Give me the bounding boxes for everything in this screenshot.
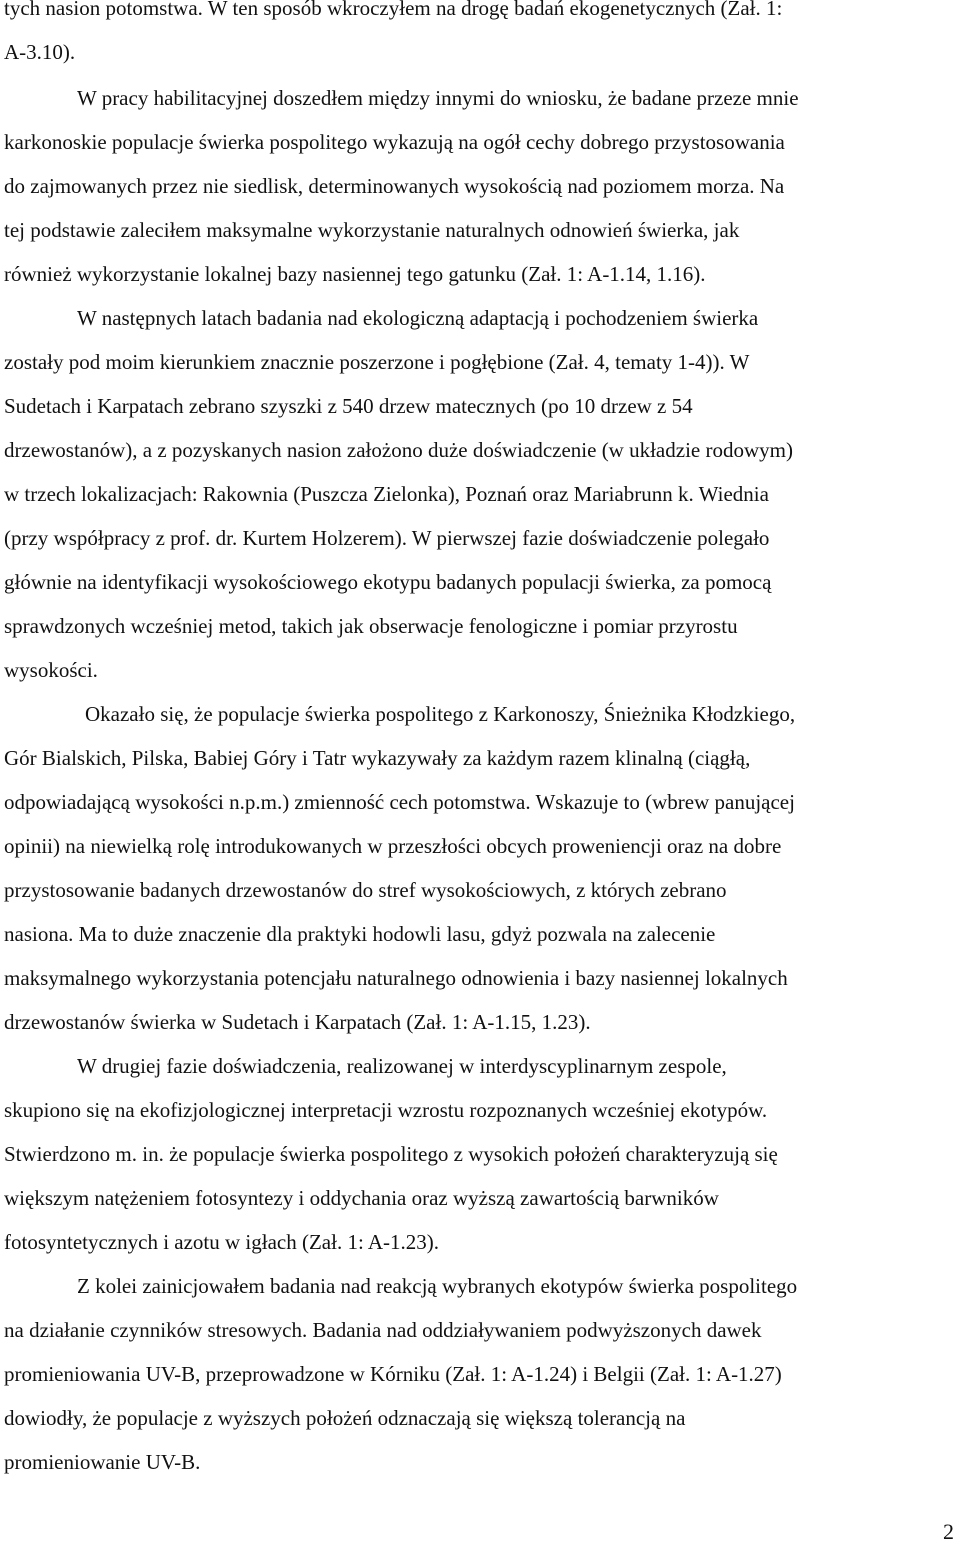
text-line: również wykorzystanie lokalnej bazy nasiennej tego gatunku (Zał. 1: A-1.14, 1.16). <box>4 262 706 286</box>
text-line: karkonoskie populacje świerka pospolitego wykazują na ogół cechy dobrego przystosowania <box>4 130 785 154</box>
text-line: skupiono się na ekofizjologicznej interpretacji wzrostu rozpoznanych wcześniej ekotypów. <box>4 1098 768 1122</box>
text-line: promieniowania UV-B, przeprowadzone w Kórniku (Zał. 1: A-1.24) i Belgii (Zał. 1: A-1.27) <box>4 1362 782 1386</box>
text-line: dowiodły, że populacje z wyższych położeń odznaczają się większą tolerancją na <box>4 1406 686 1430</box>
page-number: 2 <box>943 1519 954 1544</box>
text-line: drzewostanów świerka w Sudetach i Karpatach (Zał. 1: A-1.15, 1.23). <box>4 1010 591 1034</box>
text-line: fotosyntetycznych i azotu w igłach (Zał. 1: A-1.23). <box>4 1230 440 1254</box>
text-line: na działanie czynników stresowych. Badania nad oddziaływaniem podwyższonych dawek <box>4 1318 762 1342</box>
text-line: maksymalnego wykorzystania potencjału naturalnego odnowienia i bazy nasiennej lokalnych <box>4 966 788 990</box>
text-line: A-3.10). <box>4 40 76 64</box>
text-line: tych nasion potomstwa. W ten sposób wkroczyłem na drogę badań ekogenetycznych (Zał. 1: <box>4 0 783 20</box>
text-line: (przy współpracy z prof. dr. Kurtem Holzerem). W pierwszej fazie doświadczenie polegało <box>4 526 770 550</box>
text-line: opinii) na niewielką rolę introdukowanych w przeszłości obcych proweniencji oraz na dobre <box>4 834 782 858</box>
text-line: odpowiadającą wysokości n.p.m.) zmienność cech potomstwa. Wskazuje to (wbrew panującej <box>4 790 795 814</box>
text-line: Okazało się, że populacje świerka pospolitego z Karkonoszy, Śnieżnika Kłodzkiego, <box>85 702 796 726</box>
text-line: większym natężeniem fotosyntezy i oddychania oraz wyższą zawartością barwników <box>4 1186 719 1210</box>
text-line: W pracy habilitacyjnej doszedłem między innymi do wniosku, że badane przeze mnie <box>77 86 799 110</box>
text-line: W drugiej fazie doświadczenia, realizowanej w interdyscyplinarnym zespole, <box>77 1054 727 1078</box>
text-line: głównie na identyfikacji wysokościowego ekotypu badanych populacji świerka, za pomocą <box>4 570 772 594</box>
text-line: w trzech lokalizacjach: Rakownia (Puszcza Zielonka), Poznań oraz Mariabrunn k. Wiednia <box>4 482 769 506</box>
text-line: Sudetach i Karpatach zebrano szyszki z 540 drzew matecznych (po 10 drzew z 54 <box>4 394 693 418</box>
text-line: wysokości. <box>4 658 98 682</box>
text-line: tej podstawie zaleciłem maksymalne wykorzystanie naturalnych odnowień świerka, jak <box>4 218 740 242</box>
text-line: Z kolei zainicjowałem badania nad reakcją wybranych ekotypów świerka pospolitego <box>77 1274 798 1298</box>
text-line: W następnych latach badania nad ekologiczną adaptacją i pochodzeniem świerka <box>77 306 759 330</box>
text-line: sprawdzonych wcześniej metod, takich jak obserwacje fenologiczne i pomiar przyrostu <box>4 614 738 638</box>
text-line: Stwierdzono m. in. że populacje świerka pospolitego z wysokich położeń charakteryzują się <box>4 1142 778 1166</box>
text-line: drzewostanów), a z pozyskanych nasion założono duże doświadczenie (w układzie rodowym) <box>4 438 793 462</box>
text-line: nasiona. Ma to duże znaczenie dla praktyki hodowli lasu, gdyż pozwala na zalecenie <box>4 922 716 946</box>
text-line: promieniowanie UV-B. <box>4 1450 201 1474</box>
text-line: zostały pod moim kierunkiem znacznie poszerzone i pogłębione (Zał. 4, tematy 1-4)). W <box>4 350 750 374</box>
text-line: Gór Bialskich, Pilska, Babiej Góry i Tatr wykazywały za każdym razem klinalną (ciągłą, <box>4 746 751 770</box>
text-line: przystosowanie badanych drzewostanów do stref wysokościowych, z których zebrano <box>4 878 727 902</box>
text-line: do zajmowanych przez nie siedlisk, determinowanych wysokością nad poziomem morza. Na <box>4 174 785 198</box>
